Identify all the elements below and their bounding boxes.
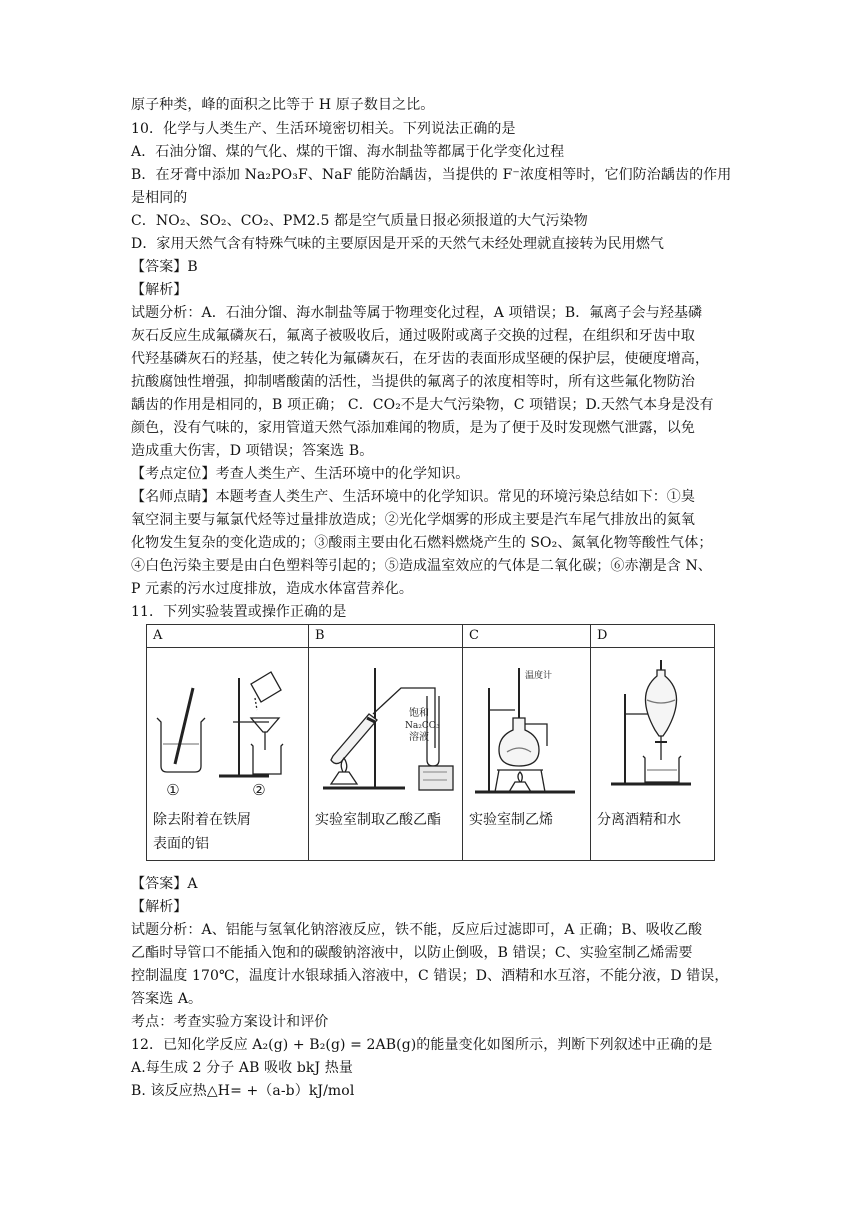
q11-analysis-line: 试题分析：A、铝能与氢氧化钠溶液反应，铁不能，反应后过滤即可，A 正确；B、吸收乙酸: [131, 922, 703, 938]
q10-mingshi-line: 化物发生复杂的变化造成的；③酸雨主要由化石燃料燃烧产生的 SO₂、氮氧化物等酸性气体；: [131, 535, 713, 551]
q10-analysis-line: 颜色，没有气味的，家用管道天然气添加难闻的物质，是为了便于及时发现燃气泄露，以免: [131, 420, 695, 436]
q10-kaodian: 【考点定位】考查人类生产、生活环境中的化学知识。: [131, 466, 470, 482]
q10-analysis-title: 【解析】: [131, 282, 188, 298]
c-label: 温度计: [525, 671, 553, 681]
cell-b: [309, 648, 463, 861]
cell-c: [463, 648, 591, 861]
q10-mingshi-line: 氧空洞主要与氟氯代烃等过量排放造成；②光化学烟雾的形成主要是汽车尾气排放出的氮氧: [131, 512, 695, 528]
q11-apparatus-table: [146, 624, 715, 861]
q11-analysis-line: 乙酯时导管口不能插入饱和的碳酸钠溶液中，以防止倒吸，B 错误；C、实验室制乙烯需要: [131, 945, 693, 961]
q10-option-d: D．家用天然气含有特殊气味的主要原因是开采的天然气未经处理就直接转为民用燃气: [131, 236, 665, 252]
apparatus-d-figure: [591, 648, 715, 808]
q10-analysis-line: 抗酸腐蚀性增强，抑制嗜酸菌的活性，当提供的氟离子的浓度相等时，所有这些氟化物防治: [131, 374, 695, 390]
q10-analysis-line: 灰石反应生成氟磷灰石，氟离子被吸收后，通过吸附或离子交换的过程，在组织和牙齿中取: [131, 328, 695, 344]
q12-option-a: A.每生成 2 分子 AB 吸收 bkJ 热量: [131, 1060, 353, 1076]
q10-mingshi-line: ④白色污染主要是由白色塑料等引起的；⑤造成温室效应的气体是二氧化碳；⑥赤潮是含 N、: [131, 558, 712, 574]
q10-option-b: B．在牙膏中添加 Na₂PO₃F、NaF 能防治龋齿，当提供的 F⁻浓度相等时，它们防治龋齿的作用: [131, 167, 732, 183]
q10-analysis-line: 代羟基磷灰石的羟基，使之转化为氟磷灰石，在牙齿的表面形成坚硬的保护层，使硬度增高，: [131, 351, 710, 367]
caption-a-line1: 除去附着在铁屑: [153, 812, 251, 828]
col-header-a: A: [147, 625, 309, 648]
q11-analysis-line: 控制温度 170℃，温度计水银球插入溶液中，C 错误；D、酒精和水互溶，不能分液，D 错误，: [131, 968, 729, 984]
q10-answer: 【答案】B: [131, 259, 198, 275]
caption-c: 实验室制乙烯: [469, 812, 553, 828]
q12-stem: 12．已知化学反应 A₂(g) + B₂(g) = 2AB(g)的能量变化如图所示，判断下列叙述中正确的是: [131, 1037, 713, 1053]
apparatus-b-figure: [309, 648, 463, 808]
q10-analysis-line: 龋齿的作用是相同的，B 项正确； C．CO₂不是大气污染物，C 项错误；D.天然气本身是没有: [131, 397, 714, 413]
q10-analysis-line: 试题分析：A．石油分馏、海水制盐等属于物理变化过程，A 项错误；B．氟离子会与羟基磷: [131, 305, 703, 321]
b-label-line2: Na₂CO₃: [405, 721, 440, 731]
q10-analysis-line: 造成重大伤害，D 项错误；答案选 B。: [131, 443, 374, 459]
b-label-line3: 溶液: [409, 732, 429, 743]
caption-b: 实验室制取乙酸乙酯: [315, 812, 441, 828]
a-circle-label-1: ①: [166, 781, 180, 799]
apparatus-c-figure: [463, 648, 591, 808]
q10-option-c: C．NO₂、SO₂、CO₂、PM2.5 都是空气质量日报必须报道的大气污染物: [131, 213, 588, 229]
cell-d: [591, 648, 715, 861]
col-header-b: B: [309, 625, 463, 648]
q10-stem: 10．化学与人类生产、生活环境密切相关。下列说法正确的是: [131, 121, 516, 137]
col-header-c: C: [463, 625, 591, 648]
q11-kaodian: 考点：考查实验方案设计和评价: [131, 1014, 329, 1030]
apparatus-a-figure: [147, 648, 309, 808]
q10-mingshi-line: 【名师点睛】本题考查人类生产、生活环境中的化学知识。常见的环境污染总结如下：①臭: [131, 489, 695, 505]
q10-option-a: A．石油分馏、煤的气化、煤的干馏、海水制盐等都属于化学变化过程: [131, 144, 565, 160]
q9-tail: 原子种类，峰的面积之比等于 H 原子数目之比。: [131, 97, 435, 113]
q10-mingshi-line: P 元素的污水过度排放，造成水体富营养化。: [131, 581, 413, 597]
q11-analysis-title: 【解析】: [131, 899, 188, 915]
a-circle-label-2: ②: [252, 781, 266, 799]
cell-a: [147, 648, 309, 861]
col-header-d: D: [591, 625, 715, 648]
q11-analysis-line: 答案选 A。: [131, 991, 203, 1007]
q12-option-b: B. 该反应热△H= +（a-b）kJ/mol: [131, 1083, 355, 1099]
b-label-line1: 饱和: [409, 708, 429, 719]
q10-option-b-cont: 是相同的: [131, 190, 188, 206]
q11-stem: 11．下列实验装置或操作正确的是: [131, 604, 347, 620]
q11-answer: 【答案】A: [131, 876, 198, 892]
caption-a-line2: 表面的铝: [153, 836, 209, 852]
caption-d: 分离酒精和水: [597, 812, 681, 828]
